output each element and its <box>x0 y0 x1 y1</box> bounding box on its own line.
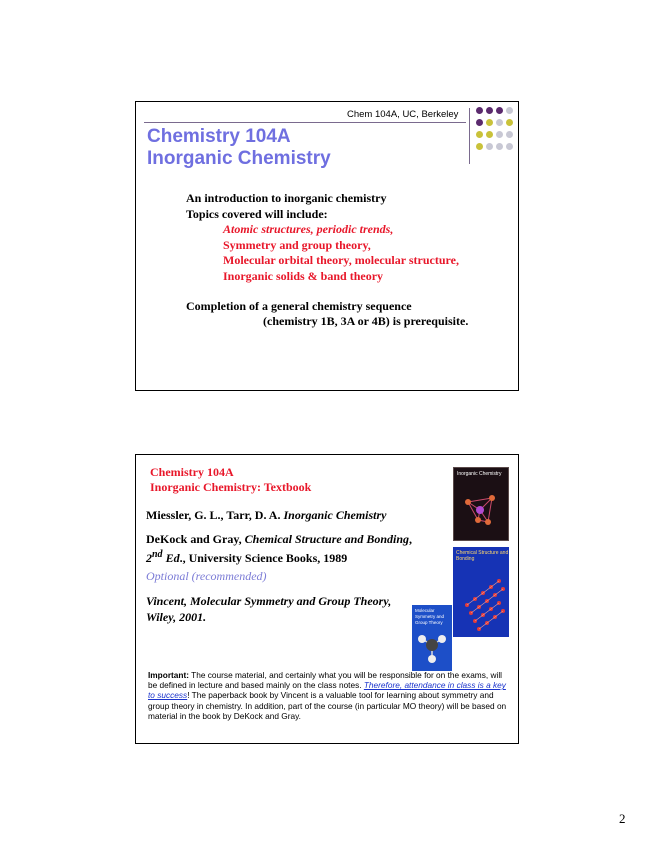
molecule-icon <box>454 468 509 541</box>
textbook-reference-3 <box>146 593 391 625</box>
edition-suffix: nd <box>152 549 163 560</box>
slide-title <box>147 126 331 170</box>
important-note <box>148 670 508 721</box>
decorative-dot <box>506 107 513 114</box>
book-cover-title: Molecular Symmetry and Group Theory <box>415 608 445 625</box>
decorative-dot <box>506 119 513 126</box>
crystal-lattice-icon <box>453 547 509 637</box>
decorative-dot <box>506 131 513 138</box>
topic-item: Atomic structures, periodic trends, <box>223 222 394 236</box>
note-text-1: The course material, and certainly what you will be responsible for on the exams, will be defined in lecture and based mainly on the class notes. <box>148 670 503 691</box>
note-label: Important: <box>148 670 190 680</box>
book-cover-title: Inorganic Chemistry <box>457 471 502 477</box>
edition-number: 2 <box>146 551 152 565</box>
topic-item: Symmetry and group theory, <box>223 237 371 252</box>
molecule-model-icon <box>412 605 452 671</box>
decorative-dot <box>486 143 493 150</box>
ref3-line-1: Vincent, Molecular Symmetry and Group Theory, <box>146 594 392 608</box>
ref-title: Chemical Structure and Bonding <box>244 532 410 546</box>
prereq-line-2: (chemistry 1B, 3A or 4B) is prerequisite. <box>263 314 469 328</box>
textbook-reference-2 <box>146 531 412 566</box>
page-number: 2 <box>619 811 626 826</box>
note-text-2: ! The paperback book by Vincent is a valuable tool for learning about symmetry and group theory in chemistry. In addition, part of the course (in particular MO theory) will be based on material in the book by DeKock and Gray. <box>148 690 507 721</box>
header-rule <box>144 122 466 123</box>
ref-comma: , <box>409 532 413 546</box>
slide-title <box>150 465 311 495</box>
decorative-dot <box>496 131 503 138</box>
ref-edition <box>146 551 180 565</box>
course-header: Chem 104A, UC, Berkeley <box>347 109 459 120</box>
decorative-dot <box>486 119 493 126</box>
title-line-2: Inorganic Chemistry <box>147 148 331 169</box>
ref-title: Inorganic Chemistry <box>283 508 387 522</box>
decorative-dot <box>506 143 513 150</box>
title-line-1: Chemistry 104A <box>150 465 234 479</box>
intro-line-1: An introduction to inorganic chemistry <box>186 191 387 205</box>
ref3-line-2: Wiley, 2001. <box>146 610 207 624</box>
decorative-dot <box>496 143 503 150</box>
decorative-dot <box>476 131 483 138</box>
ref-publisher: ., University Science Books, 1989 <box>179 551 348 565</box>
slide-1 <box>135 101 519 391</box>
textbook-reference-1 <box>146 508 387 523</box>
decorative-dot <box>486 131 493 138</box>
slide-2 <box>135 454 519 744</box>
prereq-line-1: Completion of a general chemistry sequence <box>186 299 412 313</box>
intro-line-2: Topics covered will include: <box>186 206 328 221</box>
intro-text <box>186 191 386 222</box>
note-emphasis: Therefore, attendance in class is a key to success <box>148 680 506 701</box>
decorative-dot <box>486 107 493 114</box>
edition-word: Ed <box>162 551 180 565</box>
decorative-dot <box>476 143 483 150</box>
title-line-1: Chemistry 104A <box>147 126 291 147</box>
optional-label: Optional (recommended) <box>146 569 267 583</box>
decorative-dots <box>476 107 518 159</box>
topic-item: Molecular orbital theory, molecular structure, <box>223 253 459 267</box>
ref-authors: Miessler, G. L., Tarr, D. A. <box>146 508 284 522</box>
topic-item: Inorganic solids & band theory <box>223 268 384 283</box>
decorative-dot <box>476 107 483 114</box>
title-line-2: Inorganic Chemistry: Textbook <box>150 480 312 494</box>
decorative-dot <box>496 119 503 126</box>
decorative-dot <box>496 107 503 114</box>
book-cover-chemical-structure-bonding <box>453 547 509 637</box>
vertical-rule <box>469 108 470 164</box>
book-cover-inorganic-chemistry <box>453 467 509 541</box>
topic-list <box>223 222 459 284</box>
book-cover-title: Chemical Structure and Bonding <box>456 550 509 562</box>
book-cover-molecular-symmetry <box>412 605 452 671</box>
decorative-dot <box>476 119 483 126</box>
ref-authors: DeKock and Gray, <box>146 532 245 546</box>
